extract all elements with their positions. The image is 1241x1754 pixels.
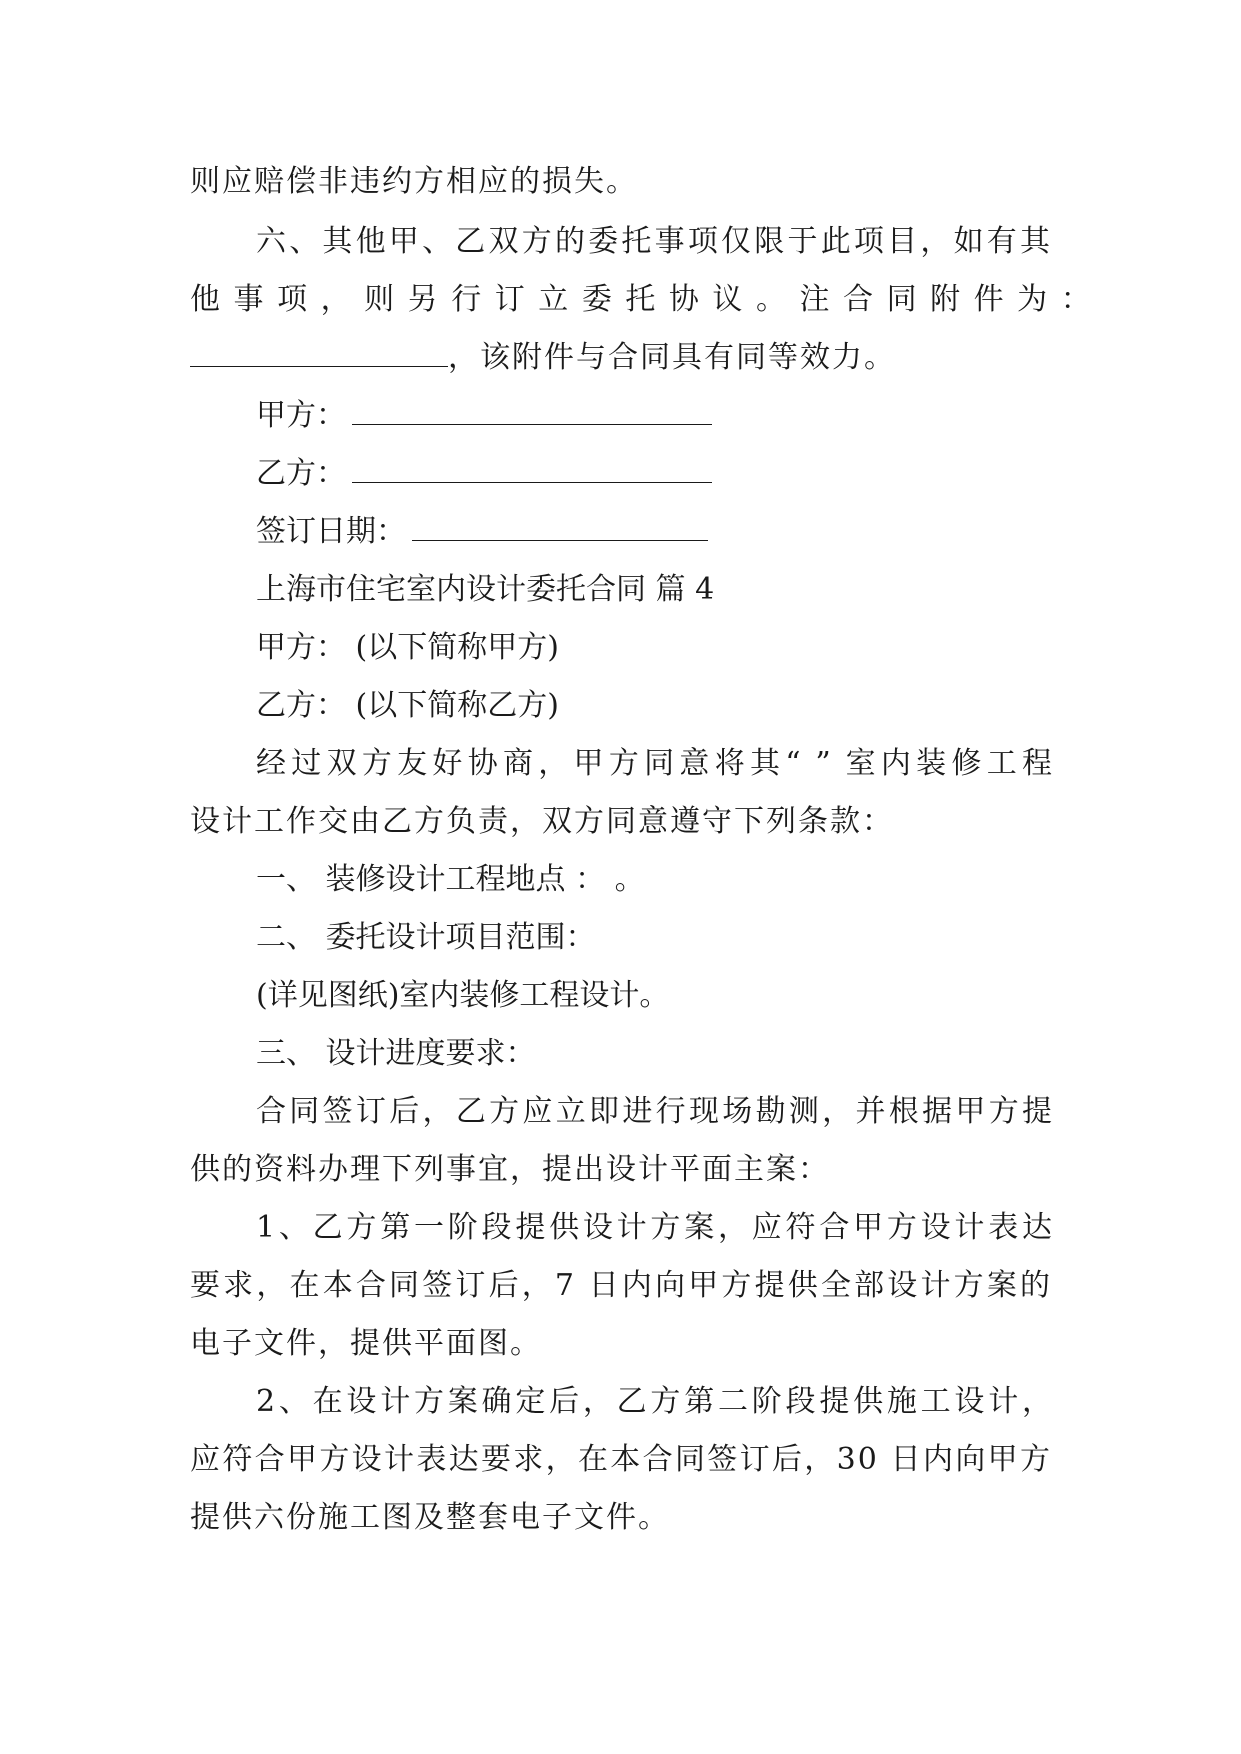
paragraph-line: 设计工作交由乙方负责，双方同意遵守下列条款： (190, 804, 894, 839)
party-b-label: 乙方： (256, 456, 346, 491)
paragraph-line: 2、在设计方案确定后，乙方第二阶段提供施工设计， (256, 1384, 1052, 1419)
signing-date-line (256, 512, 708, 552)
signature-party-b-line (256, 454, 712, 494)
clause-heading: 一、 装修设计工程地点 ： 。 (256, 862, 645, 897)
clause-heading: 二、 委托设计项目范围： (256, 920, 596, 955)
section-title: 上海市住宅室内设计委托合同 篇 4 (256, 572, 715, 607)
line-text: 则应赔偿非违约方相应的损失。 (190, 164, 638, 199)
signature-party-a-line (256, 396, 712, 436)
paragraph-line: (详见图纸)室内装修工程设计。 (256, 978, 670, 1013)
paragraph-line: 经过双方友好协商，甲方同意将其“ ” 室内装修工程 (256, 746, 1052, 781)
party-a-blank (352, 398, 712, 425)
paragraph-line: 1、乙方第一阶段提供设计方案，应符合甲方设计表达 (256, 1210, 1052, 1245)
attachment-blank (190, 340, 448, 367)
paragraph-line: 电子文件，提供平面图。 (190, 1326, 542, 1361)
paragraph-line: 应符合甲方设计表达要求，在本合同签订后，30 日内向甲方 (190, 1442, 1052, 1477)
paragraph-line (190, 162, 1052, 202)
signing-date-label: 签订日期： (256, 514, 406, 549)
paragraph-line (190, 338, 1052, 378)
paragraph-line: 他 事 项 ， 则 另 行 订 立 委 托 协 议 。 注 合 同 附 件 为 ： (190, 282, 1093, 317)
party-a-label: 甲方： (256, 398, 346, 433)
paragraph-line: 供的资料办理下列事宜，提出设计平面主案： (190, 1152, 830, 1187)
clause-heading: 三、 设计进度要求： (256, 1036, 536, 1071)
paragraph-line: 合同签订后，乙方应立即进行现场勘测，并根据甲方提 (256, 1094, 1052, 1129)
paragraph-line: 六、其他甲、乙双方的委托事项仅限于此项目，如有其 (256, 224, 1052, 259)
paragraph-line: 提供六份施工图及整套电子文件。 (190, 1500, 670, 1535)
line-text: ，该附件与合同具有同等效力。 (448, 340, 896, 375)
paragraph-line: 要求，在本合同签订后，7 日内向甲方提供全部设计方案的 (190, 1268, 1052, 1303)
signing-date-blank (412, 514, 708, 541)
party-a-intro: 甲方： (以下简称甲方) (256, 630, 559, 665)
party-b-blank (352, 456, 712, 483)
party-b-intro: 乙方： (以下简称乙方) (256, 688, 559, 723)
